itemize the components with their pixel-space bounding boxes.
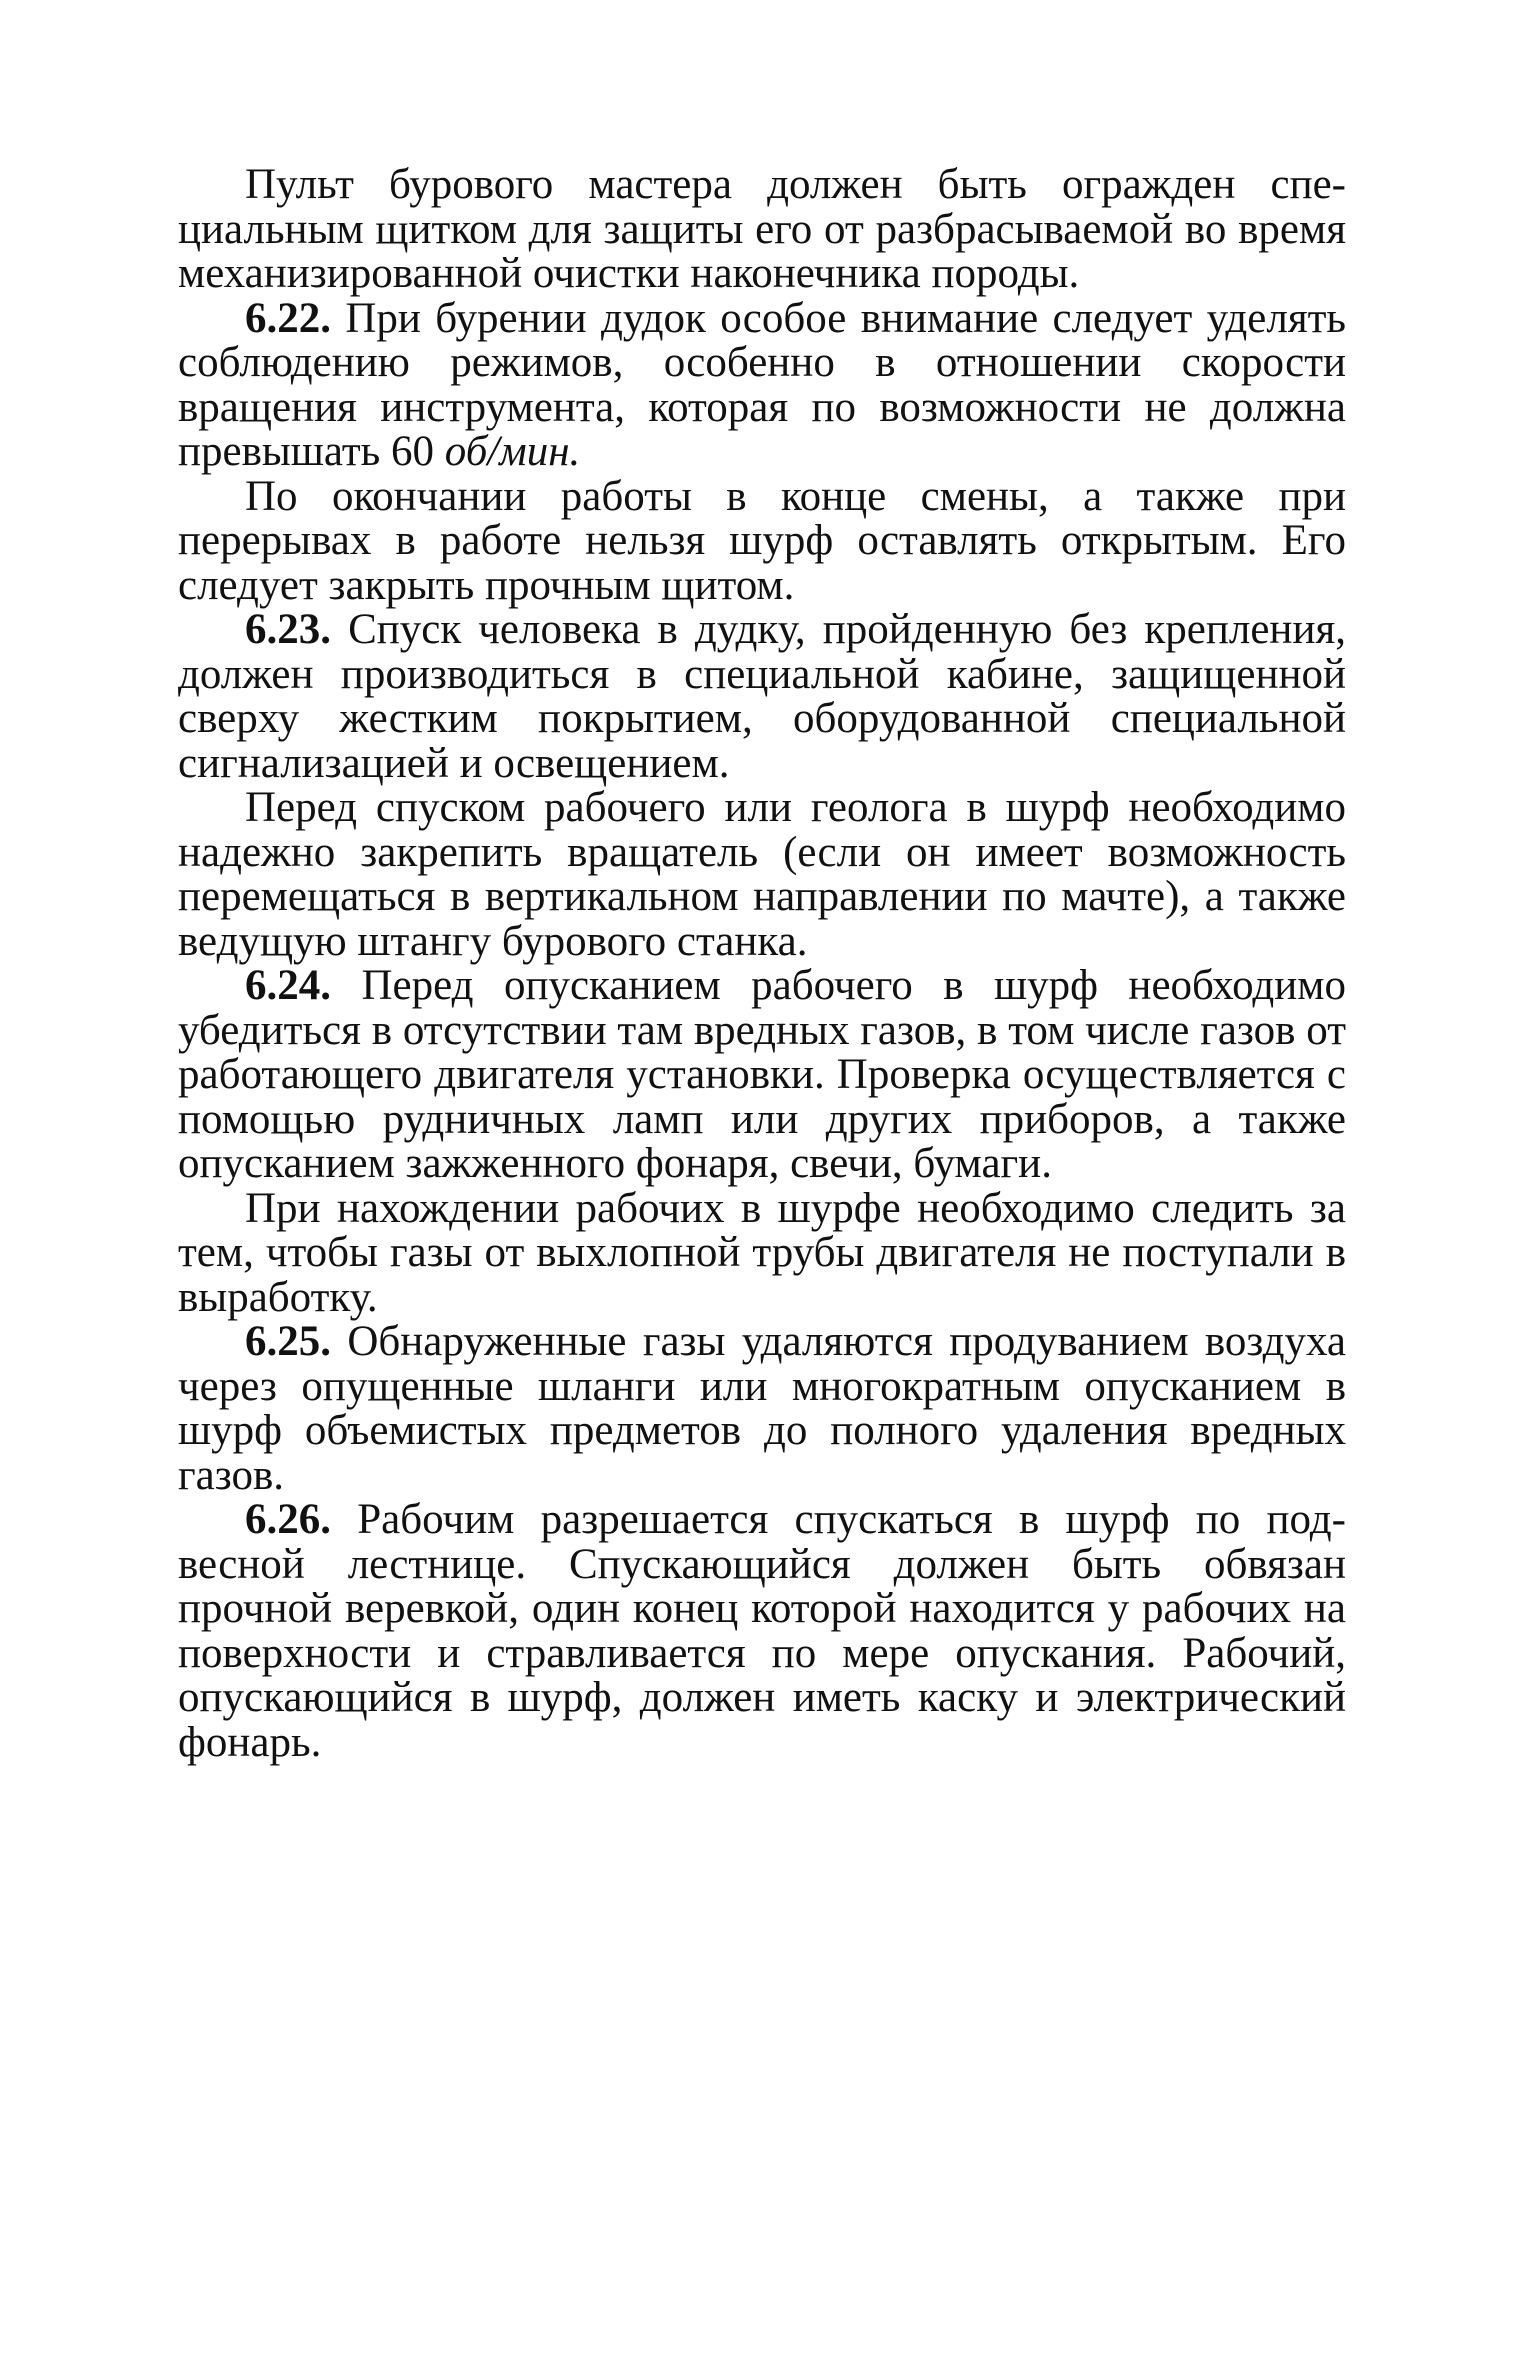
paragraph-text: Перед спуском рабочего или геолога в шурф необходимо надежно закрепить вращатель (если он имеет возможность перемещаться в вертикальном направлении по мачте), а также ведущую штангу бурового станка. <box>178 784 1346 965</box>
paragraph-shift-end <box>178 472 1346 609</box>
paragraph-6-23 <box>178 608 1346 786</box>
paragraph-text: По окончании работы в конце смены, а также при перерывах в работе нельзя шурф оставлять открытым. Его следует закрыть прочным щитом. <box>178 472 1346 609</box>
paragraph-text: Обнаруженные газы удаляются продуванием воздуха через опущенные шланги или многократным опусканием в шурф объемистых предметов до полного удаления вредных газов. <box>178 1318 1346 1499</box>
paragraph-text: Пульт бурового мастера должен быть огражден специальным щитком для защиты его от разбрасываемой во время механизированной очистки наконечника породы. <box>178 161 1346 297</box>
section-number: 6.22. <box>245 294 331 342</box>
paragraph-text: Спуск человека в дудку, пройденную без крепления, должен производиться в специальной кабине, защищенной сверху жестким покрытием, оборудованной специальной сигнализацией и освещением. <box>178 606 1346 787</box>
section-number: 6.26. <box>245 1496 331 1543</box>
paragraph-exhaust <box>178 1184 1346 1321</box>
unit-text: об/мин. <box>444 428 581 475</box>
paragraph-intro <box>178 163 1346 297</box>
paragraph-text: При бурении дудок особое внимание следует уделять соблюдению режимов, особенно в отношении скорости вращения инструмента, которая по возможности не должна превышать 60 <box>178 294 1346 475</box>
paragraph-6-26 <box>178 1498 1346 1765</box>
paragraph-6-22 <box>178 294 1346 475</box>
paragraph-6-25 <box>178 1320 1346 1498</box>
section-number: 6.23. <box>245 606 331 653</box>
section-number: 6.25. <box>245 1318 331 1365</box>
paragraph-before-descent <box>178 786 1346 964</box>
section-number: 6.24. <box>245 962 331 1009</box>
paragraph-text: Рабочим разрешается спускаться в шурф по подвесной лестнице. Спускающийся должен быть обвязан прочной веревкой, один конец которой находится у рабочих на поверхности и стравливается по мере опускания. Рабочий, опускающийся в шурф, должен иметь каску и электрический фонарь. <box>178 1496 1346 1766</box>
paragraph-text: При нахождении рабочих в шурфе необходимо следить за тем, чтобы газы от выхлопной трубы двигателя не поступали в выработку. <box>178 1184 1346 1321</box>
paragraph-text: Перед опусканием рабочего в шурф необходимо убедиться в отсутствии там вредных газов, в том числе газов от работающего двигателя установки. Проверка осуществляется с помощью рудничных ламп или других приборов, а также опусканием зажженного фонаря, свечи, бумаги. <box>178 962 1346 1187</box>
document-page <box>178 163 1346 1765</box>
paragraph-6-24 <box>178 964 1346 1187</box>
